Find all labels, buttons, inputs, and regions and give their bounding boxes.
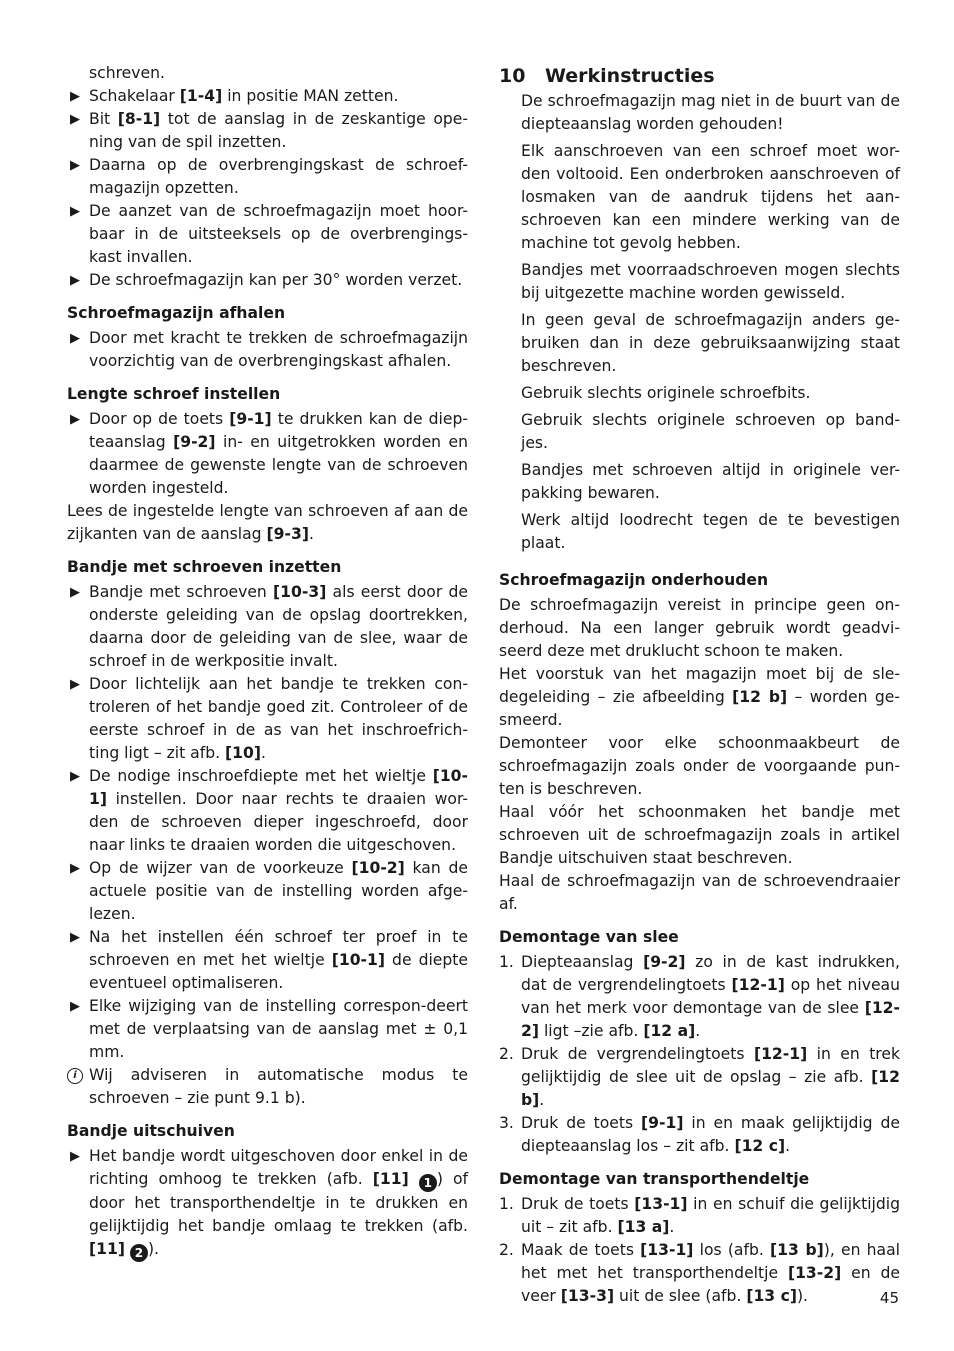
list-item: ▶ Elke wijziging van de instelling correspon-deert met de verplaatsing van de aanslag met ± 0,1 mm. — [70, 997, 468, 1061]
triangle-right-icon: ▶ — [70, 412, 80, 427]
triangle-right-icon: ▶ — [70, 769, 80, 784]
triangle-right-icon: ▶ — [70, 112, 80, 127]
triangle-right-icon: ▶ — [70, 999, 80, 1014]
page-number: 45 — [879, 1289, 899, 1307]
list-item: ▶ Door met kracht te trekken de schroefmagazijn voorzichtig van de overbrengingskast afhalen. — [70, 329, 468, 370]
triangle-right-icon: ▶ — [70, 585, 80, 600]
list-item: ▶ Daarna op de overbrengingskast de schroef-magazijn opzetten. — [70, 156, 468, 197]
triangle-right-icon: ▶ — [70, 204, 80, 219]
list-item: ▶ Door lichtelijk aan het bandje te trekken con-troleren of het bandje goed zit. Controleer of de eerste schroef in de as van het inschroefrich-ting ligt – zit afb. [10]. — [70, 675, 468, 762]
list-item: ▶ Bit [8-1] tot de aanslag in de zeskantige ope-ning van de spil inzetten. — [70, 110, 468, 151]
callout-badge: 1 — [419, 1174, 437, 1192]
list-item: ▶ Schakelaar [1-4] in positie MAN zetten. — [67, 85, 468, 108]
list-item: ▶ De nodige inschroefdiepte met het wieltje [10-1] instellen. Door naar rechts te draaien wor-den de schroeven dieper ingeschroefd, door naar links te draaien worden die uitgeschoven. — [70, 767, 468, 854]
warning-text: Bandjes met schroeven altijd in originele ver-pakking bewaren. — [521, 461, 900, 502]
list-item: ▶ Na het instellen één schroef ter proef in te schroeven en met het wieltje [10-1] de diepte eventueel optimaliseren. — [70, 928, 469, 992]
triangle-right-icon: ▶ — [70, 861, 80, 876]
list-item: ▶ Door op de toets [9-1] te drukken kan de diep-teaanslag [9-2] in- en uitgetrokken worden en daarmee de gewenste lengte van de schroeven worden ingesteld. — [70, 410, 468, 497]
info-note: i Wij adviseren in automatische modus te schroeven – zie punt 9.1 b). — [67, 1064, 468, 1110]
list-item: 2. Maak de toets [13-1] los (afb. [13 b]), en haal het met het transporthendeltje [13-2] en de veer [13-3] uit de slee (afb. [13 c]). — [499, 1241, 901, 1305]
heading-transport: Demontage van transporthendeltje — [499, 1170, 810, 1188]
heading-lengte: Lengte schroef instellen — [67, 385, 281, 403]
triangle-right-icon: ▶ — [70, 158, 80, 173]
info-circle-icon: i — [67, 1068, 83, 1084]
warning-text: Elk aanschroeven van een schroef moet wor-den voltooid. Een onderbroken aanschroeven of losmaken van de aandruk tijdens het aan-schroeven kan een mindere werking van de machine tot gevolg hebben. — [521, 142, 900, 252]
triangle-right-icon: ▶ — [70, 930, 80, 945]
list-item: ▶ Bandje met schroeven [10-3] als eerst door de onderste geleiding van de opslag doortrekken, daarna door de geleiding van de slee, waar de schroef in de werkpositie invalt. — [70, 583, 468, 670]
heading-onderhoud: Schroefmagazijn onderhouden — [499, 571, 769, 589]
triangle-right-icon: ▶ — [70, 273, 80, 288]
list-item: ▶ De aanzet van de schroefmagazijn moet hoor-baar in de uitsteeksels op de overbrengings-kast invallen. — [70, 202, 468, 266]
heading-bandje: Bandje met schroeven inzetten — [67, 558, 342, 576]
paragraph: Lees de ingestelde lengte van schroeven af aan de zijkanten van de aanslag [9-3]. — [67, 502, 468, 543]
paragraph: De schroefmagazijn vereist in principe geen on-derhoud. Na een langer gebruik wordt geadvi-seerd deze met druklucht schoon te maken. — [499, 596, 900, 660]
paragraph: Het voorstuk van het magazijn moet bij de sle-degeleiding – zie afbeelding [12 b] – worden ge-smeerd. — [499, 665, 901, 729]
list-item: 3. Druk de toets [9-1] in en maak gelijktijdig de diepteaanslag los – zit afb. [12 c]. — [499, 1114, 900, 1155]
warning-text: De schroefmagazijn mag niet in de buurt van de diepteaanslag worden gehouden! — [521, 92, 900, 133]
list-item: 2. Druk de vergrendelingtoets [12-1] in en trek gelijktijdig de slee uit de opslag – zie afb. [12 b]. — [499, 1045, 900, 1109]
list-item: ▶ Op de wijzer van de voorkeuze [10-2] kan de actuele positie van de instelling worden afge-lezen. — [70, 859, 469, 923]
paragraph: Demonteer voor elke schoonmaakbeurt de schroefmagazijn zoals onder de voorgaande pun-ten is beschreven. — [499, 734, 900, 798]
warning-text: Werk altijd loodrecht tegen de te bevestigen plaat. — [521, 511, 900, 552]
triangle-right-icon: ▶ — [70, 89, 80, 104]
left-column — [67, 62, 468, 1262]
section-title: 10 Werkinstructies — [499, 65, 715, 87]
list-item: ▶ Het bandje wordt uitgeschoven door enkel in de richting omhoog te trekken (afb. [11] 1 ) of door het transporthendeltje in te drukken en gelijktijdig het bandje omlaag te trekken (afb. [11] 2 ). — [70, 1147, 468, 1260]
paragraph: Haal vóór het schoonmaken het bandje met schroeven uit de schroefmagazijn zoals in artikel Bandje uitschuiven staat beschreven. — [499, 803, 900, 867]
triangle-right-icon: ▶ — [70, 331, 80, 346]
warning-text: In geen geval de schroefmagazijn anders ge-bruiken dan in deze gebruiksaanwijzing staat beschreven. — [521, 311, 900, 375]
callout-badge: 2 — [130, 1244, 148, 1262]
triangle-right-icon: ▶ — [70, 1149, 80, 1164]
heading-slee: Demontage van slee — [499, 928, 679, 946]
heading-uitschuiven: Bandje uitschuiven — [67, 1122, 235, 1140]
warning-text: Gebruik slechts originele schroefbits. — [521, 384, 811, 402]
intro-text: schreven. — [89, 64, 165, 82]
list-item: 1. Druk de toets [13-1] in en schuif die gelijktijdig uit – zit afb. [13 a]. — [499, 1195, 900, 1236]
right-column — [499, 62, 900, 1308]
warning-text: Bandjes met voorraadschroeven mogen slechts bij uitgezette machine worden gewisseld. — [521, 261, 900, 302]
paragraph: Haal de schroefmagazijn van de schroevendraaier af. — [499, 872, 900, 913]
heading-afhalen: Schroefmagazijn afhalen — [67, 304, 286, 322]
warning-text: Gebruik slechts originele schroeven op band-jes. — [521, 411, 900, 452]
triangle-right-icon: ▶ — [70, 677, 80, 692]
list-item: ▶ De schroefmagazijn kan per 30° worden verzet. — [67, 269, 468, 292]
list-item: 1. Diepteaanslag [9-2] zo in de kast indrukken, dat de vergrendelingtoets [12-1] op het niveau van het merk voor demontage van de slee [12-2] ligt –zie afb. [12 a]. — [499, 953, 900, 1040]
